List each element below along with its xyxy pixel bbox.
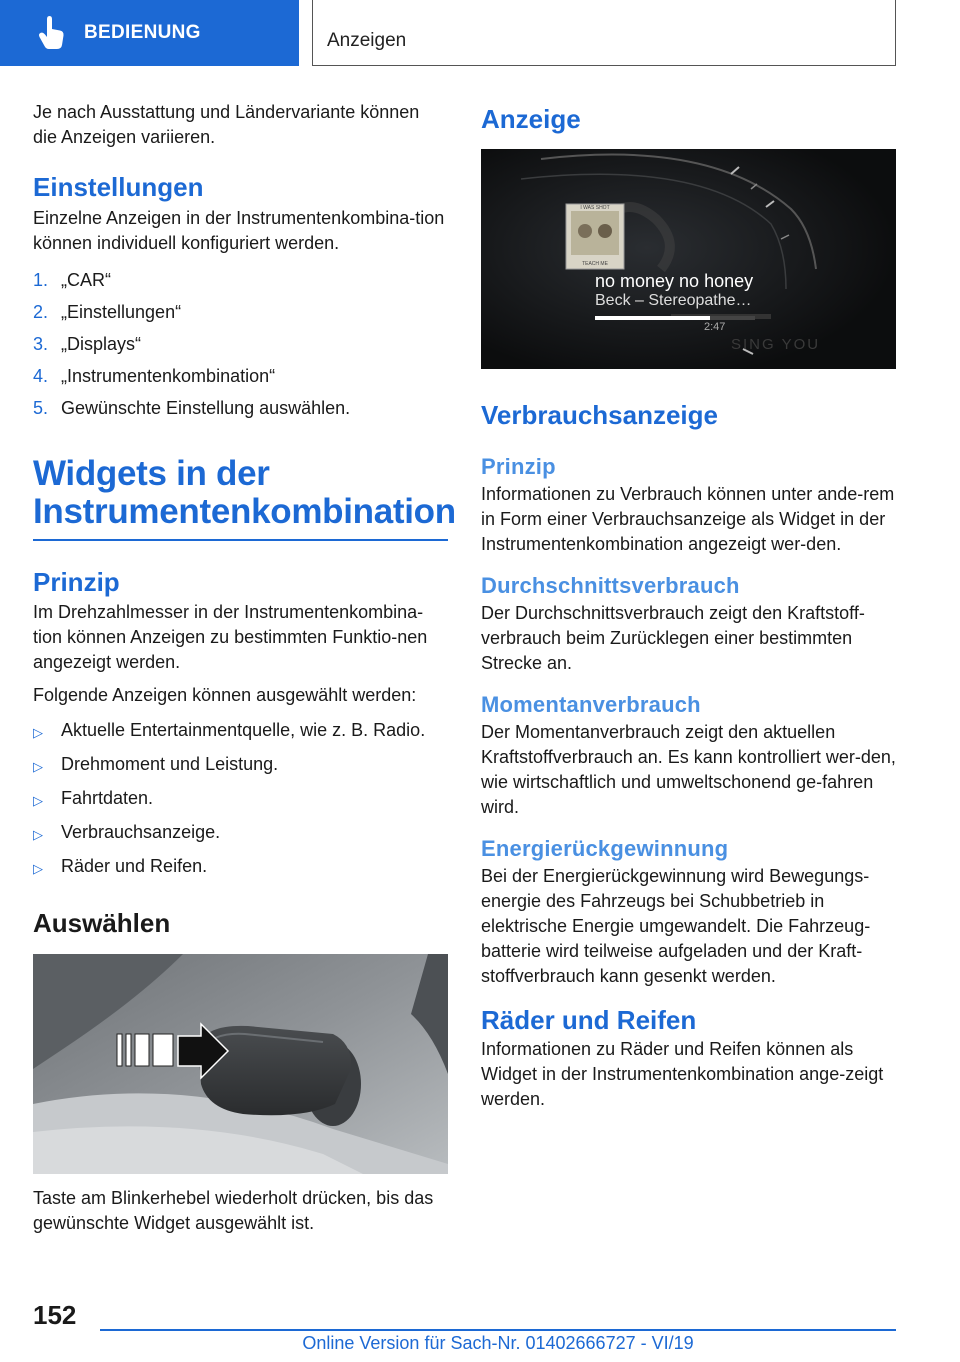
svg-text:TEACH ME: TEACH ME bbox=[582, 261, 608, 267]
triangle-bullet-icon: ▷ bbox=[33, 793, 43, 808]
page-number: 152 bbox=[33, 1300, 77, 1330]
list-intro: Folgende Anzeigen können ausgewählt werden: bbox=[33, 685, 417, 705]
svg-text:SING YOU: SING YOU bbox=[731, 336, 821, 353]
cluster-display-image bbox=[481, 149, 896, 369]
list-item: ▷ Verbrauchsanzeige. bbox=[33, 820, 448, 847]
triangle-bullet-icon: ▷ bbox=[33, 861, 43, 876]
anzeige-heading: Anzeige bbox=[481, 104, 581, 134]
page-header bbox=[0, 0, 960, 66]
right-column bbox=[481, 100, 896, 1120]
raeder-text: Informationen zu Räder und Reifen können als Widget in der Instrumentenkombination ange‐zeigt werden. bbox=[481, 1039, 884, 1109]
left-column bbox=[33, 100, 456, 1244]
moment-subheading: Momentanverbrauch bbox=[481, 692, 701, 717]
raeder-heading: Räder und Reifen bbox=[481, 1005, 697, 1035]
progress-fill bbox=[595, 316, 710, 320]
widget-options-list bbox=[33, 718, 448, 881]
hand-pointer-icon bbox=[38, 16, 66, 50]
triangle-bullet-icon: ▷ bbox=[33, 725, 43, 740]
chapter-label: Anzeigen bbox=[327, 30, 407, 51]
section-label: BEDIENUNG bbox=[84, 22, 201, 43]
triangle-bullet-icon: ▷ bbox=[33, 759, 43, 774]
settings-steps bbox=[33, 268, 448, 421]
section-tab bbox=[0, 0, 299, 66]
prinzip-text-right: Informationen zu Verbrauch können unter ande‐rem in Form einer Verbrauchsanzeige als Widget in der Instrumentenkombination angezeigt wer‐den. bbox=[481, 484, 895, 554]
list-item: ▷ Räder und Reifen. bbox=[33, 854, 448, 881]
durchschnitt-text: Der Durchschnittsverbrauch zeigt den Kraftstoff‐verbrauch beim Zurücklegen einer bestimmten Strecke an. bbox=[481, 603, 865, 673]
durchschnitt-subheading: Durchschnittsverbrauch bbox=[481, 573, 740, 598]
energie-subheading: Energierückgewinnung bbox=[481, 836, 729, 861]
verbrauch-heading: Verbrauchsanzeige bbox=[481, 400, 718, 430]
track-artist: Beck – Stereopathe… bbox=[595, 292, 752, 309]
moment-text: Der Momentanverbrauch zeigt den aktuellen Kraftstoffverbrauch an. Es kann kontrolliert wer‐den, wie wirtschaftlich und umweltschonend ge‐fahren wird. bbox=[481, 722, 896, 817]
step-item: 5. Gewünschte Einstellung auswählen. bbox=[33, 398, 351, 418]
svg-text:I WAS SHOT: I WAS SHOT bbox=[580, 205, 610, 211]
footer-rule bbox=[100, 1329, 896, 1331]
progress-track bbox=[595, 316, 755, 320]
chapter-tab bbox=[312, 0, 896, 66]
intro-text: Je nach Ausstattung und Ländervariante können die Anzeigen variieren. bbox=[33, 102, 420, 147]
step-item: 4. „Instrumentenkombination“ bbox=[33, 366, 276, 386]
prinzip-subheading: Prinzip bbox=[481, 454, 556, 479]
widgets-heading: Widgets in der Instrumentenkombination bbox=[33, 454, 456, 531]
track-time: 2:47 bbox=[704, 321, 726, 333]
list-item: ▷ Fahrtdaten. bbox=[33, 786, 448, 813]
lever-caption: Taste am Blinkerhebel wiederholt drücken, bis das gewünschte Widget ausgewählt ist. bbox=[33, 1188, 434, 1233]
list-item: ▷ Aktuelle Entertainmentquelle, wie z. B. Radio. bbox=[33, 718, 448, 745]
einstellungen-text: Einzelne Anzeigen in der Instrumentenkombina‐tion können individuell konfiguriert werden. bbox=[33, 208, 445, 253]
prinzip-text: Im Drehzahlmesser in der Instrumentenkombina‐tion können Anzeigen zu bestimmten Funktio‐nen angezeigt werden. bbox=[33, 602, 428, 672]
turn-signal-lever-image bbox=[33, 954, 448, 1174]
online-version-link[interactable]: Online Version für Sach-Nr. 01402666727 - VI/19 bbox=[302, 1333, 694, 1353]
prinzip-heading: Prinzip bbox=[33, 567, 120, 597]
step-item: 2. „Einstellungen“ bbox=[33, 302, 182, 322]
triangle-bullet-icon: ▷ bbox=[33, 827, 43, 842]
step-item: 1. „CAR“ bbox=[33, 270, 111, 290]
auswaehlen-heading: Auswählen bbox=[33, 908, 171, 938]
track-title: no money no honey bbox=[595, 271, 754, 291]
heading-rule bbox=[33, 539, 448, 541]
list-item: ▷ Drehmoment und Leistung. bbox=[33, 752, 448, 779]
step-item: 3. „Displays“ bbox=[33, 334, 142, 354]
einstellungen-heading: Einstellungen bbox=[33, 172, 204, 202]
energie-text: Bei der Energierückgewinnung wird Bewegungs‐energie des Fahrzeugs bei Schubbetrieb in elektrische Energie umgewandelt. Die Fahrzeug‐batterie wird teilweise aufgeladen und der Kraft‐stoffverbrauch kann gesenkt werden. bbox=[481, 866, 871, 986]
